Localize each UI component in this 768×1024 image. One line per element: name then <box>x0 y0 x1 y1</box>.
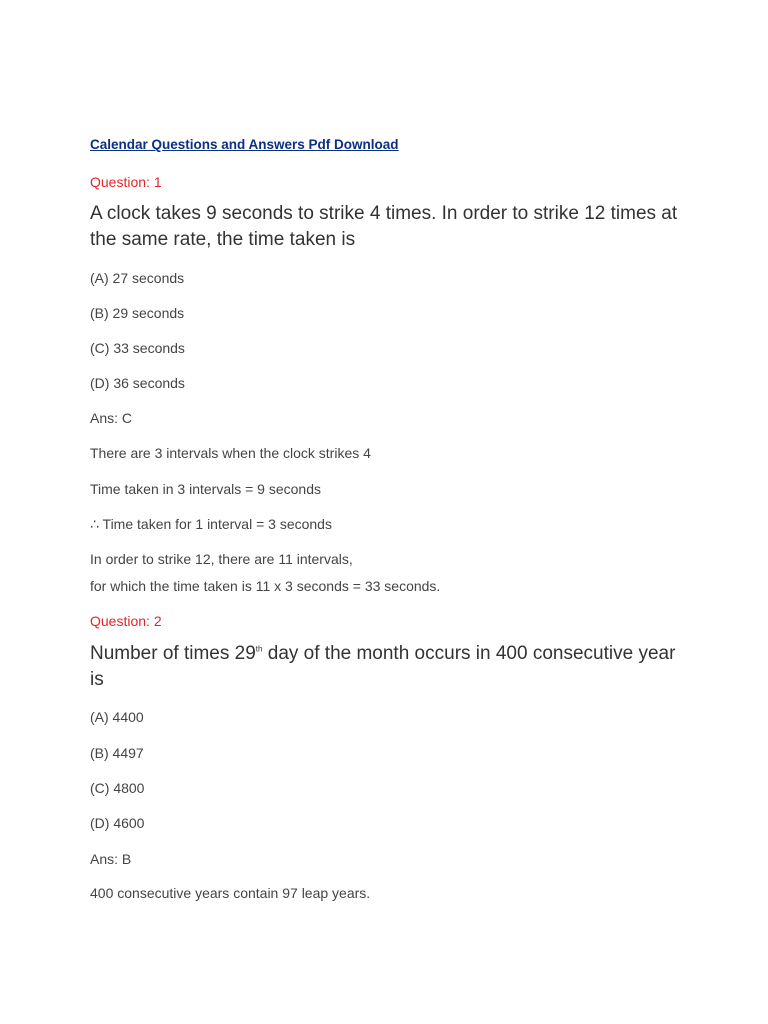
question-2-option-d: (D) 4600 <box>90 815 145 831</box>
question-1-explanation-line: Time taken in 3 intervals = 9 seconds <box>90 481 321 497</box>
question-1-explanation-line: for which the time taken is 11 x 3 seconds = 33 seconds. <box>90 578 441 594</box>
question-1-explanation-line: There are 3 intervals when the clock strikes 4 <box>90 445 371 461</box>
question-2-answer: Ans: B <box>90 851 132 867</box>
question-1-answer: Ans: C <box>90 410 133 426</box>
question-2-option-c: (C) 4800 <box>90 780 145 796</box>
document-title-link[interactable]: Calendar Questions and Answers Pdf Download <box>90 137 399 152</box>
question-1-explanation-line: In order to strike 12, there are 11 intervals, <box>90 551 353 567</box>
question-2-option-b: (B) 4497 <box>90 745 144 761</box>
question-2-text-start: Number of times 29 <box>90 643 256 664</box>
question-1-label: Question: 1 <box>90 174 162 190</box>
question-1-option-c: (C) 33 seconds <box>90 340 185 356</box>
question-2-text-end: day of the month occurs in 400 consecutive year is <box>90 643 676 690</box>
question-1-text: A clock takes 9 seconds to strike 4 times. In order to strike 12 times at the same rate, the time taken is <box>90 203 678 250</box>
question-2-explanation-line: 400 consecutive years contain 97 leap years. <box>90 885 371 901</box>
question-2-ordinal-suffix: th <box>255 644 263 654</box>
question-1-option-d: (D) 36 seconds <box>90 375 185 391</box>
question-2-label: Question: 2 <box>90 613 162 629</box>
question-1-option-a: (A) 27 seconds <box>90 270 185 286</box>
question-1-option-b: (B) 29 seconds <box>90 305 185 321</box>
question-2-text <box>90 641 690 693</box>
question-1-explanation-line: ∴ Time taken for 1 interval = 3 seconds <box>90 516 332 532</box>
question-2-option-a: (A) 4400 <box>90 709 144 725</box>
